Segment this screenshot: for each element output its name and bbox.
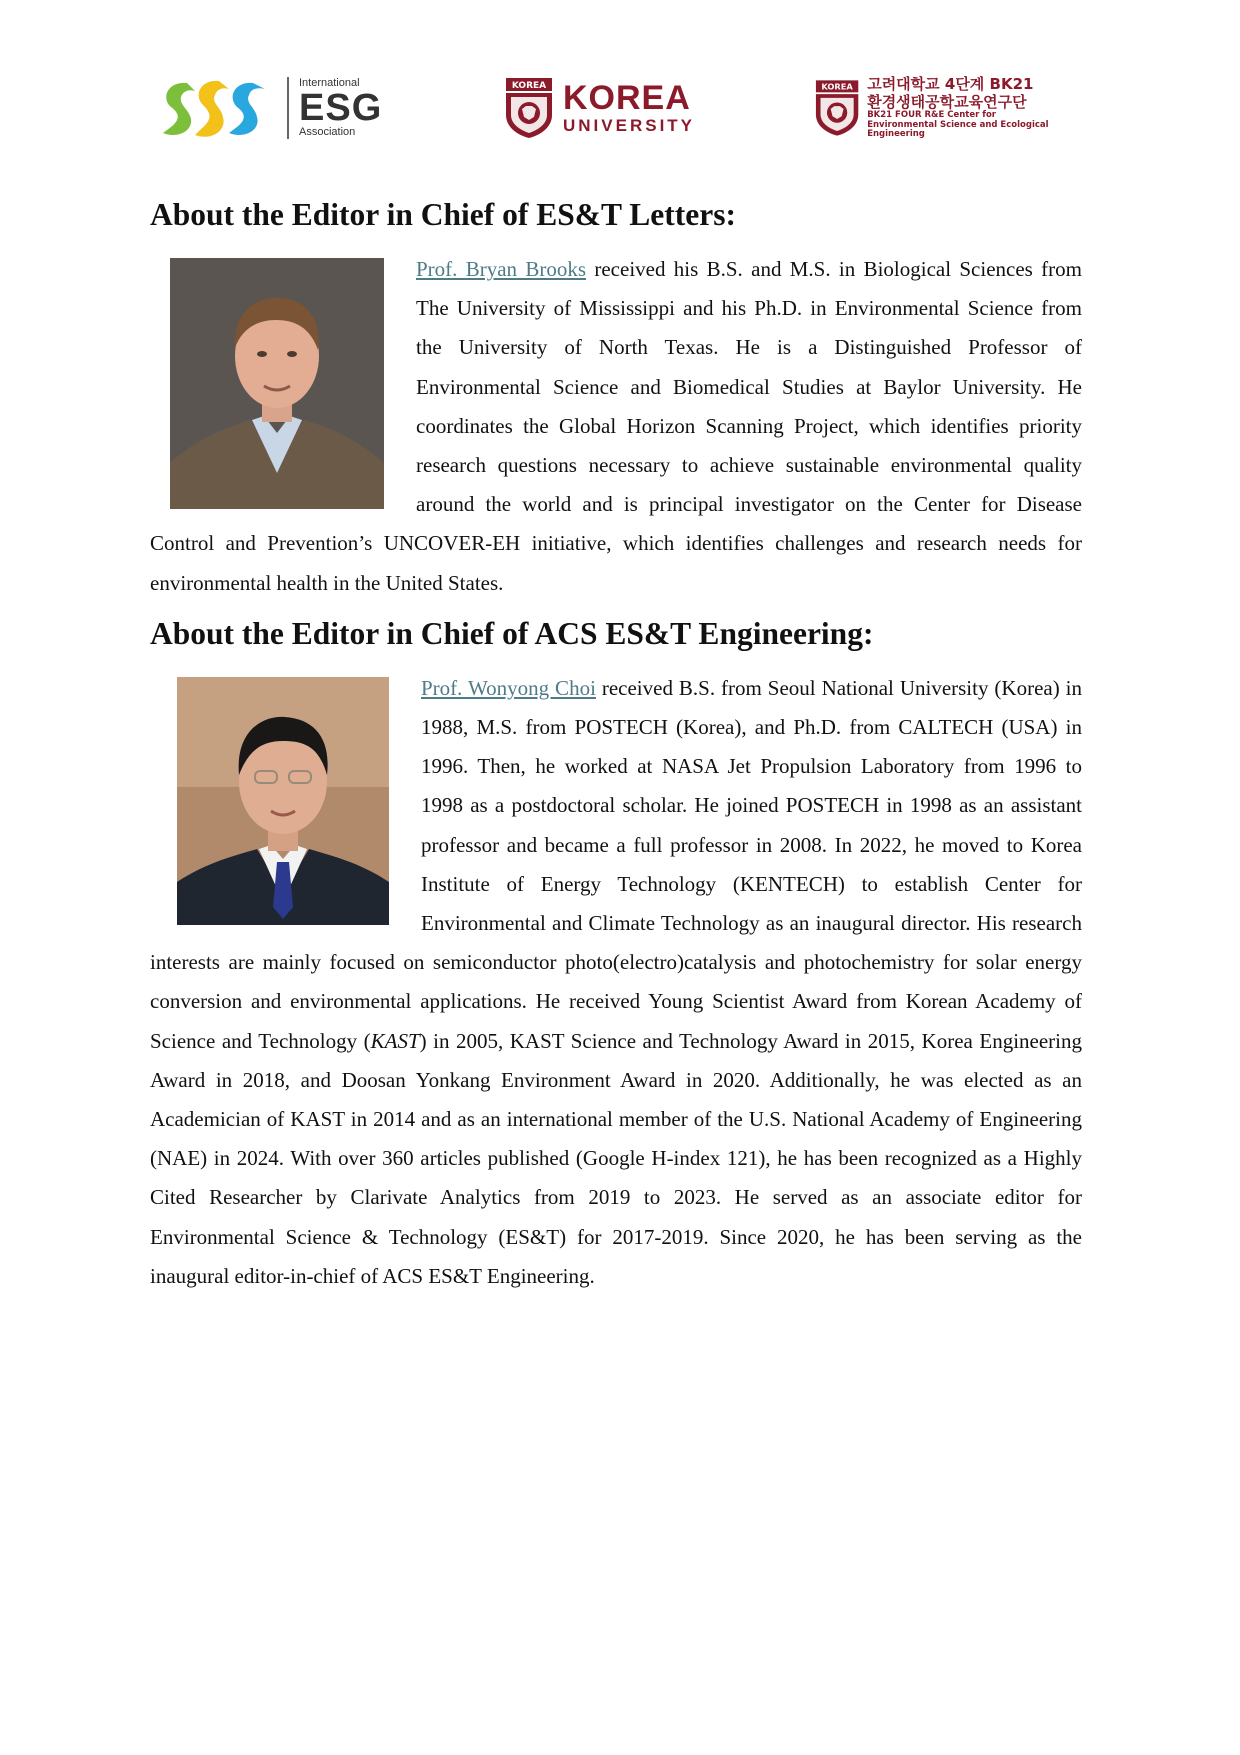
bk21-four-logo bbox=[815, 70, 1090, 145]
section-heading-est-letters: About the Editor in Chief of ES&T Letters: bbox=[150, 197, 736, 232]
esg-logo-line1: International bbox=[299, 76, 360, 89]
link-prof-bryan-brooks[interactable]: Prof. Bryan Brooks bbox=[416, 257, 587, 281]
esg-logo-text bbox=[299, 78, 382, 138]
svg-text:KOREA: KOREA bbox=[511, 80, 547, 91]
photo-wonyong-choi bbox=[177, 677, 389, 925]
bk21-logo-line1: 고려대학교 4단계 BK21 bbox=[867, 74, 1034, 93]
bio-bryan-brooks bbox=[150, 250, 1082, 603]
bio-text-wonyong-choi-part1: received B.S. from Seoul National University (Korea) in 1988, M.S. from POSTECH (Korea), and Ph.D. from CALTECH (USA) in 1996. Then, he worked at NASA Jet Propulsion Laboratory from 1996 to 1998 as a postdoctoral scholar. He joined POSTECH in 1998 as an assistant professor and became a full professor in 2008. In 2022, he moved to Korea Institute of Energy Technology (KENTECH) to establish Center for Environmental and Climate Technology as an inaugural director. His research interests are mainly focused on semiconductor photo(electro)catalysis and photochemistry for solar energy conversion and environmental applications. He received Young Scientist Award from Korean Academy of Science and Technology ( bbox=[150, 675, 1082, 1053]
bio-text-kast-italic: KAST bbox=[370, 1028, 420, 1053]
bk21-logo-line3: BK21 FOUR R&E Center for bbox=[867, 109, 996, 120]
bio-text-bryan-brooks: received his B.S. and M.S. in Biological Sciences from The University of Mississippi and his Ph.D. in Environmental Science from the University of North Texas. He is a Distinguished Professor of Environmental Science and Biomedical Studies at Baylor University. He coordinates the Global Horizon Scanning Project, which identifies priority research questions necessary to achieve sustainable environmental quality around the world and is principal investigator on the Center for Disease Control and Prevention’s UNCOVER-EH initiative, which identifies challenges and research needs for environmental health in the United States. bbox=[150, 257, 1082, 595]
esg-association-logo bbox=[157, 70, 382, 145]
portrait-image bbox=[170, 258, 384, 509]
bk21-logo-line4: Environmental Science and Ecological Engineering bbox=[867, 119, 1049, 140]
bk21-logo-line2: 환경생태공학교육연구단 bbox=[867, 92, 1027, 111]
ku-logo-line1: KOREA bbox=[563, 79, 691, 117]
portrait-image bbox=[177, 677, 389, 925]
esg-logo-mark-icon bbox=[157, 75, 273, 141]
bk21-wordmark bbox=[867, 75, 1090, 140]
section-heading-est-engineering: About the Editor in Chief of ACS ES&T Engineering: bbox=[150, 615, 874, 651]
korea-university-wordmark bbox=[563, 81, 695, 134]
ku-logo-line2: UNIVERSITY bbox=[563, 116, 696, 135]
header-logos bbox=[150, 70, 1090, 150]
document-body bbox=[150, 197, 1082, 1296]
link-prof-wonyong-choi[interactable]: Prof. Wonyong Choi bbox=[421, 675, 596, 700]
svg-text:KOREA: KOREA bbox=[821, 81, 853, 92]
logo-divider bbox=[287, 77, 289, 139]
korea-university-logo bbox=[505, 70, 695, 145]
bio-wonyong-choi bbox=[150, 669, 1082, 1296]
korea-university-crest-icon bbox=[505, 77, 553, 139]
korea-university-crest-icon bbox=[815, 77, 859, 139]
bio-text-wonyong-choi-part2: ) in 2005, KAST Science and Technology Award in 2015, Korea Engineering Award in 2018, and Doosan Yonkang Environment Award in 2020. Additionally, he was elected as an Academician of KAST in 2014 and as an international member of the U.S. National Academy of Engineering (NAE) in 2024. With over 360 articles published (Google H-index 121), he has been recognized as a Highly Cited Researcher by Clarivate Analytics from 2019 to 2023. He served as an associate editor for Environmental Science & Technology (ES&T) for 2017-2019. Since 2020, he has been serving as the inaugural editor-in-chief of ACS ES&T Engineering. bbox=[150, 1028, 1082, 1288]
esg-logo-line2: ESG bbox=[299, 86, 383, 129]
esg-logo-line3: Association bbox=[299, 125, 356, 138]
photo-bryan-brooks bbox=[170, 258, 384, 509]
